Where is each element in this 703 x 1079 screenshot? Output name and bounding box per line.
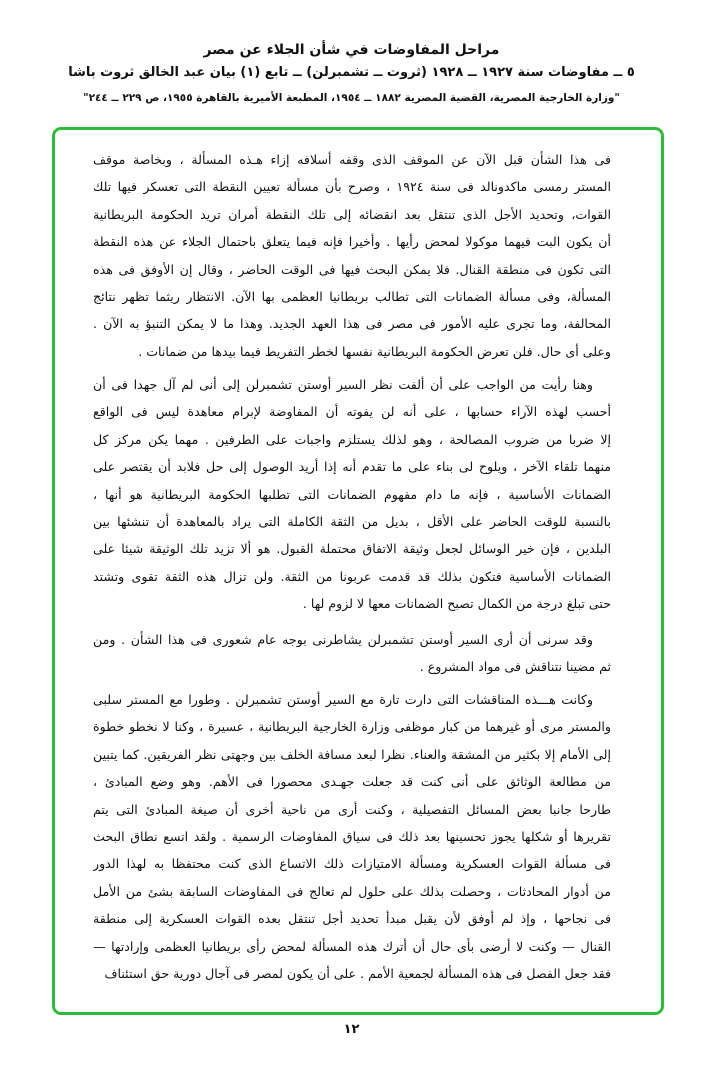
text-line: بالنسبة للوقت الحاضر على الأقل ، بديل من الثقة الكاملة التى يراد بالمعاهدة أن تنشئها بين bbox=[93, 513, 611, 529]
text-line: فى هذا الشأن قبل الآن عن الموقف الذى وقفه أسلافه إزاء هـذه المسألة ، وبخاصة موقف bbox=[93, 152, 611, 167]
page-number: ١٢ bbox=[343, 1022, 360, 1037]
text-line: القوات، وتحديد الأجل الذى تنتقل بعد انقضائه إلى تلك النقطة أمران تريد الحكومة البريطانية bbox=[93, 206, 611, 222]
text-line: تقريرها أو شكلها يجوز تحسينها بعد ذلك فى سياق المفاوضات الرسمية . ولقد اتسع نطاق البحث bbox=[93, 828, 611, 844]
text-line: القنال — وكنت لا أرضى بأى حال أن أترك هذه المسألة لمحض رأى بريطانيا العظمى وإرادتها — bbox=[93, 938, 611, 954]
source-citation: "وزارة الخارجية المصرية، القضية المصرية ١٨٨٢ ــ ١٩٥٤، المطبعة الأميرية بالقاهرة ١٩٥٥، ص ٢٢٩ ــ ٢٤٤" bbox=[83, 92, 620, 104]
paragraph bbox=[93, 371, 611, 618]
text-line: فقد جعل الفصل فى هذه المسألة لجمعية الأمم . على أن يكون لمصر فى آجال دورية حق استئناف bbox=[104, 965, 611, 981]
text-line: الضمانات الأساسية ، فإنه ما دام مفهوم الضمانات التى تطلبها الحكومة البريطانية هو أنها ، bbox=[93, 486, 611, 502]
text-line: أن يكون البت فيهما موكولا لمحض رأيها . وأخيرا فإنه فيما يتعلق باحتمال الجلاء عن هذه النقطة bbox=[93, 234, 611, 250]
text-line: من مطالعة الوثائق على أنى كنت قد جعلت جهـدى محصورا فى الأهم. وهو وضع المبادئ ، bbox=[93, 774, 611, 790]
text-line: وعلى أى حال. فلن تعرض الحكومة البريطانية نفسها لخطر التفريط فيما بيدها من ضمانات . bbox=[138, 343, 611, 359]
text-line: منهما تلقاء الآخر ، ويلوح لى بناء على ما تقدم أنه إذا أريد الوصول إلى حل فلابد أن يقتصر على bbox=[93, 459, 611, 475]
paragraph bbox=[93, 626, 611, 681]
text-line: الضمانات الأساسية فتكون بذلك قد قدمت عربونا من الثقة. ولن تزال هذه الثقة تقوى وتشتد bbox=[93, 568, 611, 584]
text-line: التى تكون فى منطقة القنال. فلا يمكن البحث فيها فى الوقت الحاضر ، وقال إن الأوفق فى هذه bbox=[93, 261, 611, 277]
text-line: البلدين ، فإن خير الوسائل لجعل وثيقة الاتفاق محتملة القبول. هو ألا تزيد تلك الوثيقة شيئا على bbox=[93, 541, 611, 557]
text-line: إلى الأمام إلا بكثير من المشقة والعناء. نظرا لبعد مسافة الخلف بين وجهتى نظر الفريقين. كما يتبين bbox=[93, 746, 611, 762]
paragraph bbox=[93, 146, 611, 365]
text-line: وكانت هـــذه المناقشات التى دارت تارة مع السير أوستن تشمبرلن . وطورا مع المستر سلبى bbox=[93, 692, 593, 707]
text-line: ثم مضينا نتناقش فى مواد المشروع . bbox=[419, 659, 611, 675]
section-heading: ٥ ــ مفاوضات سنة ١٩٢٧ ــ ١٩٢٨ (ثروت ــ تشمبرلن) ــ تابع (١) بيان عبد الخالق ثروت باشا bbox=[68, 65, 635, 80]
text-line: فى مسألة القوات العسكرية ومسألة الامتيازات ذلك الاتساع الذى كنت محتفظا به لهذا الدور bbox=[93, 856, 611, 872]
text-line: وهنا رأيت من الواجب على أن ألفت نظر السير أوستن تشمبرلن إلى أنى لم آل جهدا فى أن bbox=[93, 377, 593, 392]
text-line: من أدوار المحادثات ، وحصلت بذلك على حلول لم تعالج فى المفاوضات السابقة بشئ من الأمل bbox=[93, 883, 611, 899]
text-line: والمستر مرى أو غيرهما من كبار موظفى وزارة الخارجية البريطانية ، عسيرة ، وكنا لا نخطو خطوة bbox=[93, 719, 611, 735]
text-line: المستر رمسى ماكدونالد فى سنة ١٩٢٤ ، وصرح بأن مسألة تعيين النقطة التى تعسكر فيها تلك bbox=[93, 179, 611, 195]
text-line: فى نجاحها ، وإذ لم أوفق لأن يقبل مبدأ تحديد أجل تنتقل بعده القوات العسكرية إلى منطقة bbox=[93, 911, 611, 927]
page-title: مراحل المفاوضات في شأن الجلاء عن مصر bbox=[203, 42, 500, 58]
text-line: أحسب لهذه الآراء حسابها ، على أنه لن يفوته أن المفاوضة لإبرام معاهدة ليس فى الواقع bbox=[93, 404, 611, 420]
text-line: المسألة، وفى مسألة الضمانات التى تطالب بريطانيا العظمى بها الآن. الانتظار ريثما تظهر نتائج bbox=[93, 288, 611, 304]
text-line: إلا ضربا من ضروب المصالحة ، وهو لذلك يستلزم واجبات على الطرفين . مهما يكن مركز كل bbox=[93, 431, 611, 447]
text-line: حتى تبلغ درجة من الكمال تصبح الضمانات معها لا لزوم لها . bbox=[302, 596, 611, 612]
paragraph bbox=[93, 686, 611, 987]
text-line: المحالفة، وما تجرى عليه الأمور فى مصر فى هذا العهد الجديد. وهذا ما لا يمكن التنبؤ به الآن . bbox=[93, 316, 611, 332]
text-line: طارحا جانبا بعض المسائل التفصيلية ، وكنت أرى من ناحية أخرى أن صيغة المبادئ التى يتم bbox=[93, 801, 611, 817]
text-line: وقد سرنى أن أرى السير أوستن تشمبرلن يشاطرنى بوجه عام شعورى فى هذا الشأن . ومن bbox=[93, 632, 593, 647]
